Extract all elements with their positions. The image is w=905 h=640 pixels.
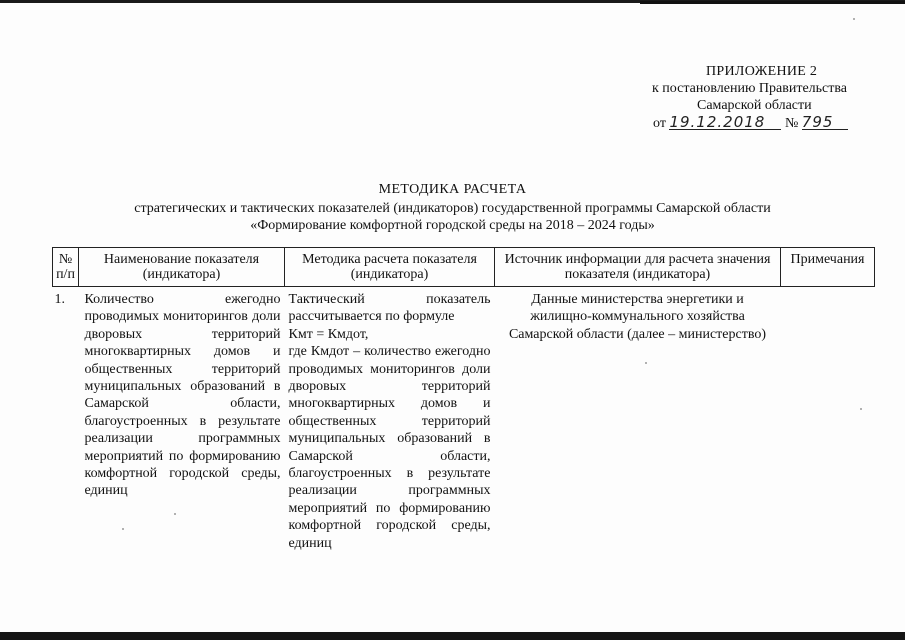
header-calculation-method: Методика расчета показателя (индикатора) bbox=[285, 248, 495, 287]
scan-speck bbox=[860, 408, 862, 410]
table-header-row bbox=[53, 248, 875, 287]
number-prefix: № bbox=[784, 116, 799, 131]
scan-edge-top-right bbox=[640, 1, 905, 4]
scan-speck bbox=[174, 513, 176, 515]
appendix-decree-line: к постановлению Правительства bbox=[652, 81, 848, 96]
row-number: 1. bbox=[54, 292, 65, 307]
scan-speck bbox=[645, 362, 647, 364]
indicators-table bbox=[52, 247, 875, 552]
method-description: – количество ежегодно проводимых мониторингов доли дворовых территорий многоквартирных домов и общественных территорий муниципальных образований в Самарской области, благоустроенных в результате реализации программных мероприятий по формированию комфортной городской среды, единиц bbox=[288, 344, 491, 551]
indicator-name: Количество ежегодно проводимых мониторингов доли дворовых территорий многоквартирных домов и общественных территорий муниципальных образований в Самарской области, благоустроенных в результате реализации программных мероприятий по формированию комфортной городской среды, единиц bbox=[84, 292, 281, 499]
header-notes: Примечания bbox=[781, 248, 875, 287]
method-intro: Тактический показатель рассчитывается по формуле bbox=[288, 292, 491, 325]
method-symbol: Кмдот bbox=[310, 344, 350, 360]
table-row bbox=[53, 287, 875, 553]
information-source: Данные министерства энергетики и жилищно-коммунального хозяйства Самарской области (далее – министерство) bbox=[508, 292, 767, 342]
handwritten-date: 19.12.2018 bbox=[669, 115, 781, 130]
method-formula: Кмт = Кмдот, bbox=[288, 326, 369, 342]
header-indicator-name: Наименование показателя (индикатора) bbox=[79, 248, 285, 287]
appendix-title: ПРИЛОЖЕНИЕ 2 bbox=[706, 64, 818, 79]
appendix-date-line bbox=[653, 115, 848, 132]
calculation-method bbox=[285, 287, 495, 553]
document-title: МЕТОДИКА РАСЧЕТА bbox=[378, 182, 527, 197]
scan-speck bbox=[853, 18, 855, 20]
handwritten-number: 795 bbox=[802, 115, 848, 130]
header-information-source: Источник информации для расчета значения показателя (индикатора) bbox=[495, 248, 781, 287]
method-where: где bbox=[288, 344, 307, 360]
date-prefix: от bbox=[653, 116, 666, 131]
scan-speck bbox=[122, 528, 124, 530]
program-name: «Формирование комфортной городской среды на 2018 – 2024 годы» bbox=[250, 218, 655, 233]
document-subtitle: стратегических и тактических показателей (индикаторов) государственной программы Самарской области bbox=[134, 201, 771, 216]
scan-edge-bottom bbox=[0, 632, 905, 640]
notes bbox=[781, 287, 875, 553]
appendix-region-line: Самарской области bbox=[697, 98, 812, 113]
header-number: № п/п bbox=[53, 248, 79, 287]
